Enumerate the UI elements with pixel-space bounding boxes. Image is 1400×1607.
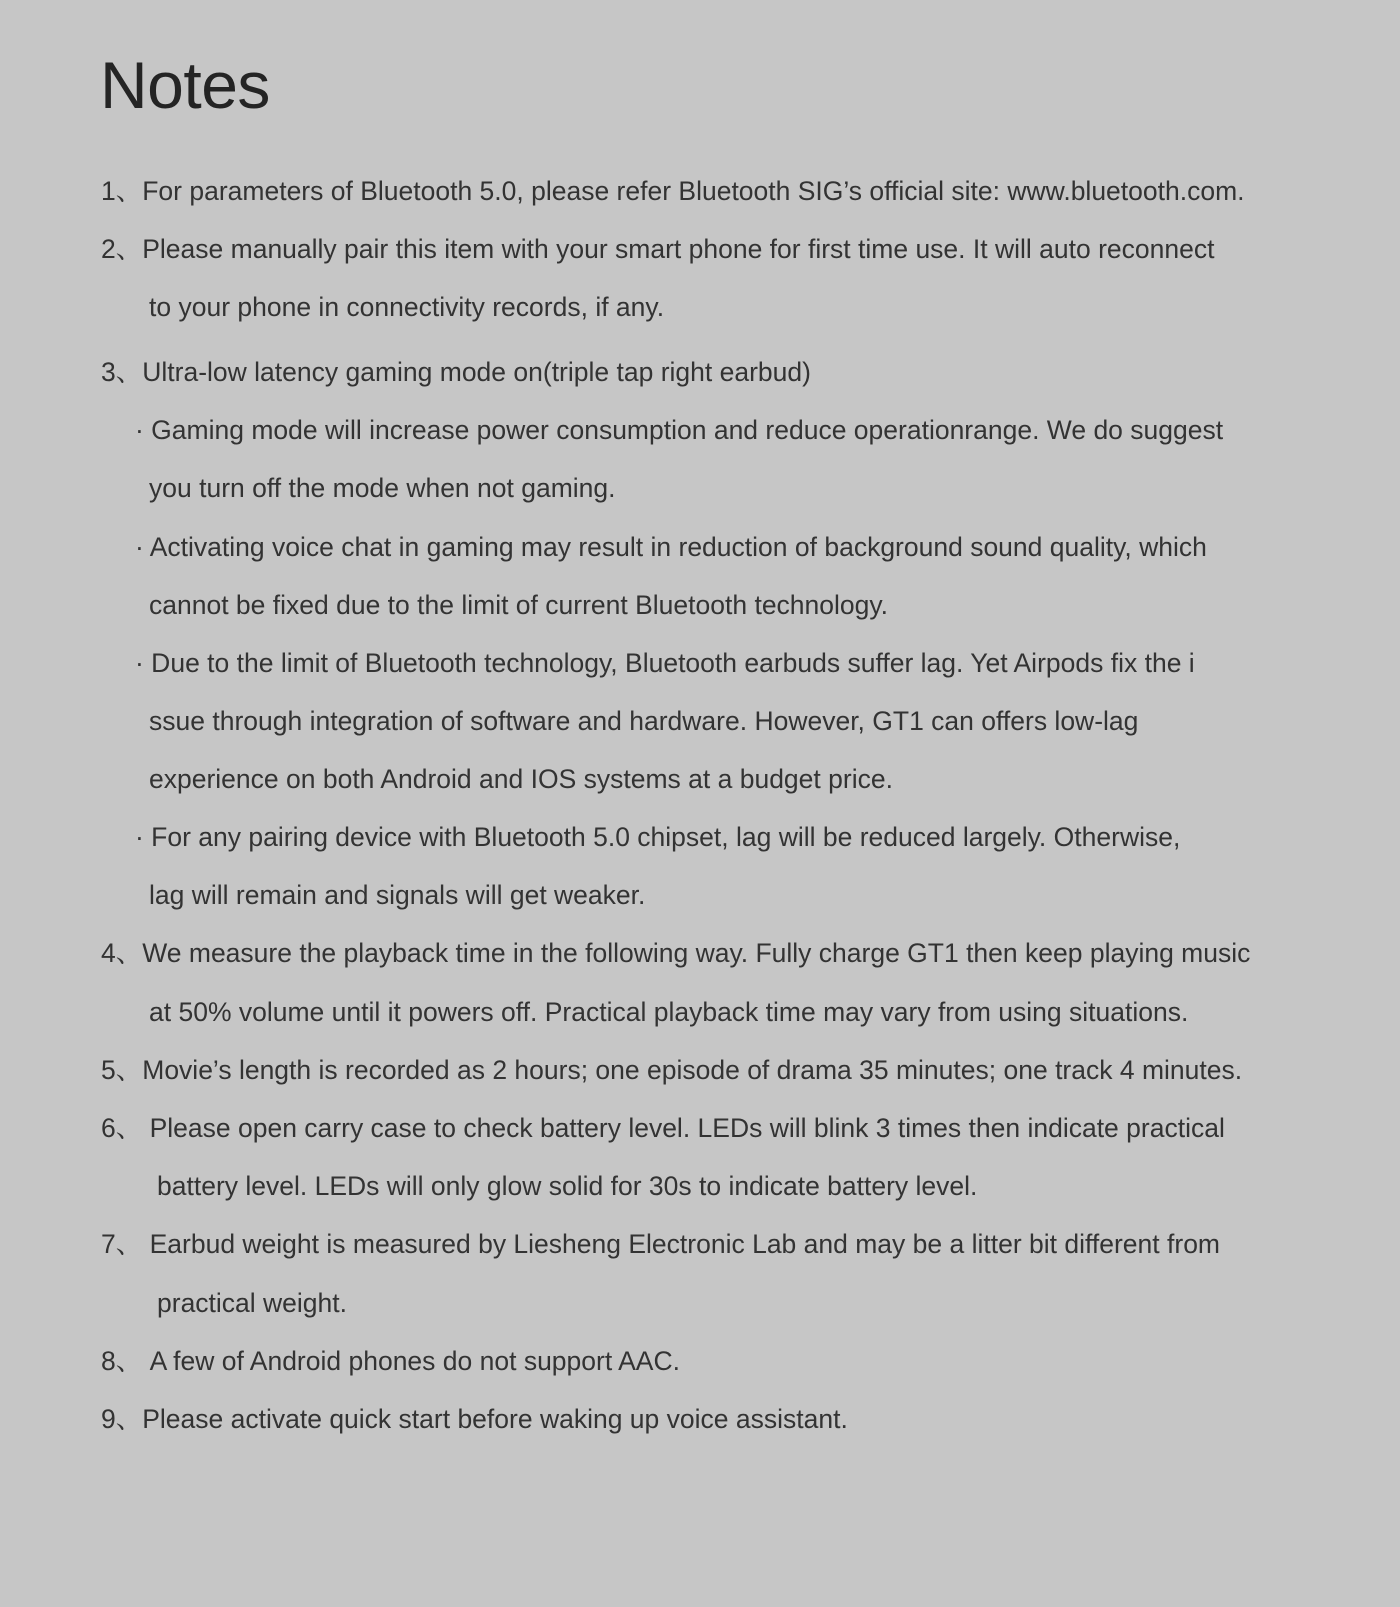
note-8-line-1: 8、 A few of Android phones do not support AAC. <box>101 1346 680 1376</box>
note-2-line-2: to your phone in connectivity records, if any. <box>149 292 665 322</box>
note-3-bullet-3-line-2: ssue through integration of software and hardware. However, GT1 can offers low-lag <box>149 706 1139 736</box>
note-3-bullet-4-line-2: lag will remain and signals will get weaker. <box>149 880 646 910</box>
note-3-bullet-2-line-2: cannot be fixed due to the limit of current Bluetooth technology. <box>149 590 889 620</box>
note-3-bullet-3-line-1: · Due to the limit of Bluetooth technology, Bluetooth earbuds suffer lag. Yet Airpods fix the i <box>135 648 1195 678</box>
note-3-line-1: 3、Ultra-low latency gaming mode on(triple tap right earbud) <box>101 357 811 387</box>
note-3-bullet-3-line-3: experience on both Android and IOS systems at a budget price. <box>149 764 893 794</box>
note-6-line-2: battery level. LEDs will only glow solid for 30s to indicate battery level. <box>157 1171 978 1201</box>
note-3-bullet-2-line-1: · Activating voice chat in gaming may result in reduction of background sound quality, which <box>135 532 1207 562</box>
note-3-bullet-1-line-2: you turn off the mode when not gaming. <box>149 473 616 503</box>
note-6-line-1: 6、 Please open carry case to check battery level. LEDs will blink 3 times then indicate practical <box>101 1113 1225 1143</box>
note-4-line-2: at 50% volume until it powers off. Practical playback time may vary from using situations. <box>149 997 1189 1027</box>
note-4-line-1: 4、We measure the playback time in the following way. Fully charge GT1 then keep playing music <box>101 938 1251 968</box>
note-7-line-1: 7、 Earbud weight is measured by Liesheng Electronic Lab and may be a litter bit different from <box>101 1229 1221 1259</box>
note-7-line-2: practical weight. <box>157 1288 348 1318</box>
note-3-bullet-1-line-1: · Gaming mode will increase power consumption and reduce operationrange. We do suggest <box>135 415 1224 445</box>
page-title: Notes <box>100 48 270 122</box>
note-2-line-1: 2、Please manually pair this item with your smart phone for first time use. It will auto reconnect <box>101 234 1215 264</box>
note-3-bullet-4-line-1: · For any pairing device with Bluetooth 5.0 chipset, lag will be reduced largely. Otherwise, <box>135 822 1181 852</box>
note-5-line-1: 5、Movie’s length is recorded as 2 hours; one episode of drama 35 minutes; one track 4 minutes. <box>101 1055 1243 1085</box>
note-1-line-1: 1、For parameters of Bluetooth 5.0, please refer Bluetooth SIG’s official site: www.bluetooth.com. <box>101 176 1245 206</box>
note-9-line-1: 9、Please activate quick start before waking up voice assistant. <box>101 1404 848 1434</box>
